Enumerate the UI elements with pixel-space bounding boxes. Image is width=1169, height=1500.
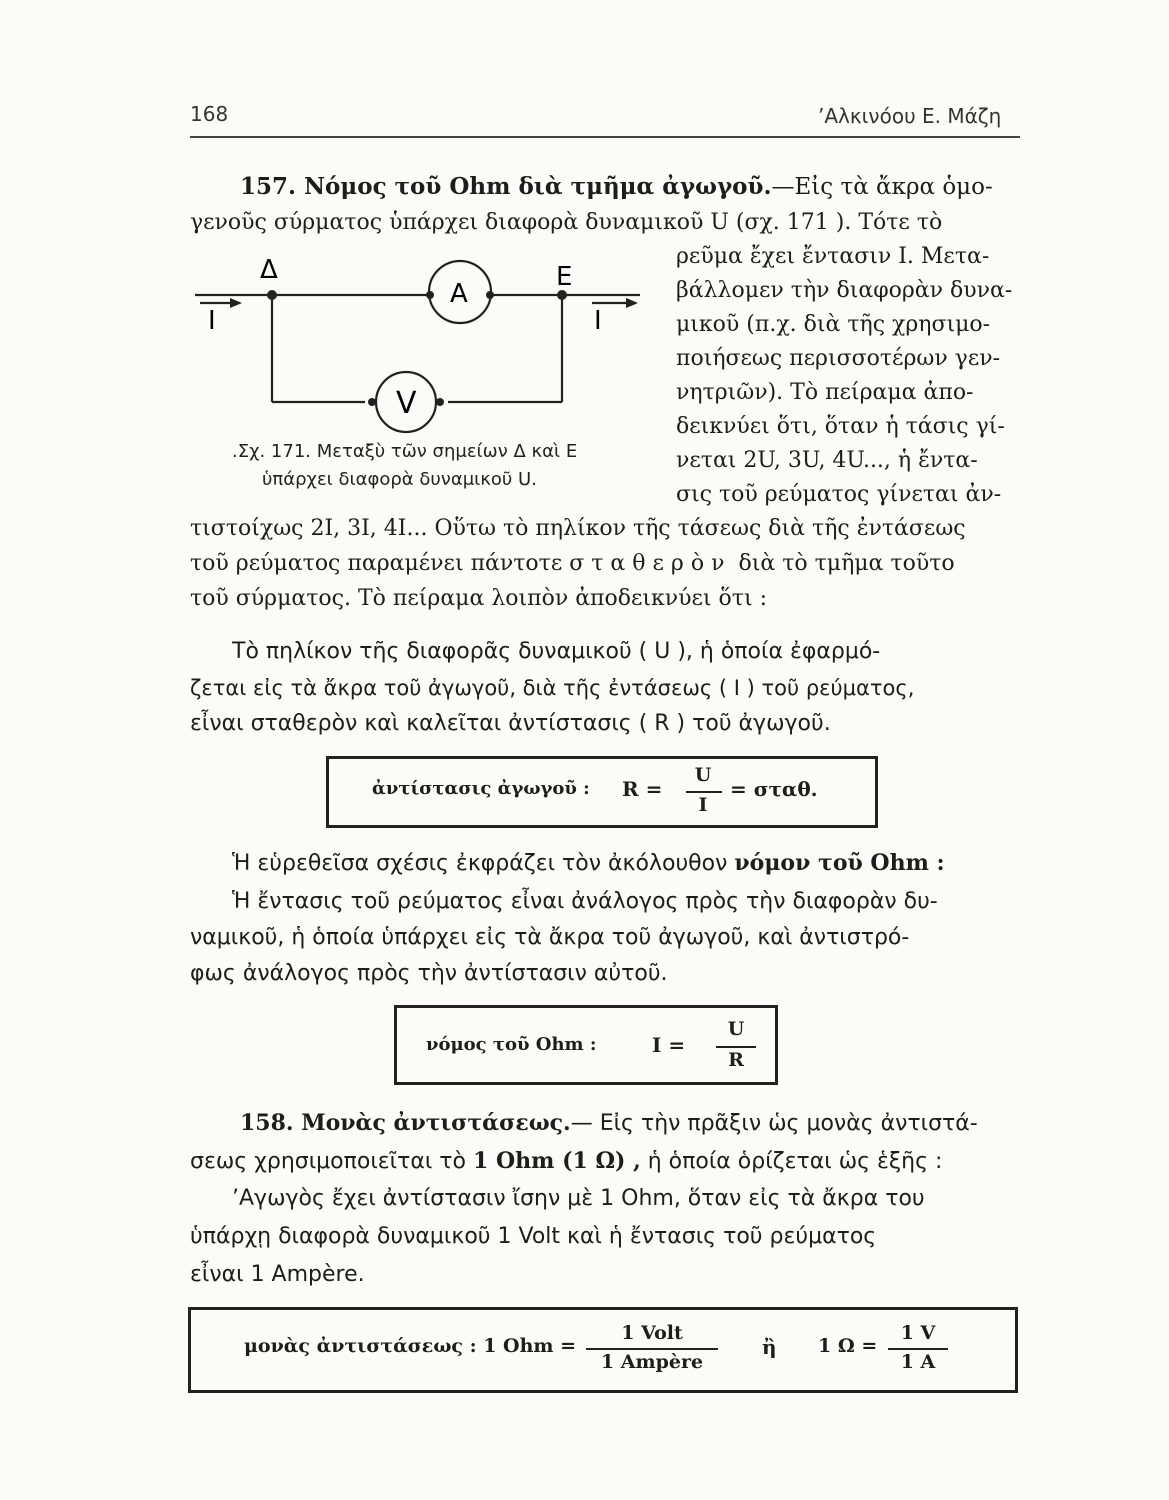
definition-line-2: εἶναι σταθερὸν καὶ καλεῖται ἀντίστασις ( R ) τοῦ ἀγωγοῦ. xyxy=(190,711,831,736)
formula-1-denominator: I xyxy=(698,794,708,816)
section-157-first-line: 157. Νόμος τοῦ Ohm διὰ τμῆμα ἀγωγοῦ.—Εἰς τὰ ἄκρα ὁμο- xyxy=(240,173,993,200)
formula-3-fraction-bar-1 xyxy=(586,1348,718,1350)
spaced-word: σταθερὸν xyxy=(569,551,732,576)
label-current-right: I xyxy=(594,306,602,336)
formula-1-rhs: = σταθ. xyxy=(730,777,818,801)
running-header-author: ’Αλκινόου Ε. Μάζη xyxy=(818,104,1002,128)
ohm-law-term: νόμον τοῦ Ohm : xyxy=(734,850,945,876)
section-157-line-2: γενοῦς σύρματος ὑπάρχει διαφορὰ δυναμικοῦ U (σχ. 171 ). Τότε τὸ xyxy=(190,210,943,235)
ohm-law-line-1: ναμικοῦ, ἡ ὁποία ὑπάρχει εἰς τὰ ἄκρα τοῦ ἀγωγοῦ, καὶ ἀντιστρό- xyxy=(190,925,910,950)
node-delta-dot xyxy=(267,290,277,300)
side-line-6: νεται 2U, 3U, 4U..., ἡ ἔντα- xyxy=(676,448,978,473)
side-line-4: νητριῶν). Τὸ πείραμα ἀπο- xyxy=(676,380,974,405)
label-epsilon: Ε xyxy=(556,262,573,292)
formula-2-fraction-bar xyxy=(716,1046,756,1048)
section-157-full-line-2: τοῦ ρεύματος παραμένει πάντοτε σταθερὸν διὰ τὸ τμῆμα τοῦτο xyxy=(190,551,955,576)
formula-3-denominator-1: 1 Ampère xyxy=(600,1351,704,1373)
formula-1-label: ἀντίστασις ἀγωγοῦ : xyxy=(372,778,590,799)
label-current-left: I xyxy=(208,306,216,336)
section-158-title: 158. Μονὰς ἀντιστάσεως. xyxy=(240,1110,571,1136)
formula-1-numerator: U xyxy=(694,764,712,786)
formula-2-label: νόμος τοῦ Ohm : xyxy=(426,1034,597,1055)
figure-caption-line-1: .Σχ. 171. Μεταξὺ τῶν σημείων Δ καὶ Ε xyxy=(232,441,578,462)
side-line-7: σις τοῦ ρεύματος γίνεται ἀν- xyxy=(676,482,1002,507)
unit-ohm-bold: 1 Ohm (1 Ω) , xyxy=(473,1148,641,1174)
section-158-line-5: εἶναι 1 Ampère. xyxy=(190,1262,365,1287)
formula-2-denominator: R xyxy=(728,1049,744,1071)
formula-3-numerator-2: 1 V xyxy=(900,1322,936,1344)
side-line-2: μικοῦ (π.χ. διὰ τῆς χρησιμο- xyxy=(676,312,991,337)
definition-line-1: ζεται εἰς τὰ ἄκρα τοῦ ἀγωγοῦ, διὰ τῆς ἐντάσεως ( I ) τοῦ ρεύματος, xyxy=(190,676,915,700)
formula-3-conjunction: ἢ xyxy=(762,1335,777,1359)
ohm-law-line-0: Ἡ ἔντασις τοῦ ρεύματος εἶναι ἀνάλογος πρὸς τὴν διαφορὰν δυ- xyxy=(232,889,938,914)
side-line-5: δεικνύει ὅτι, ὅταν ἡ τάσις γί- xyxy=(676,414,1005,439)
section-157-full-line-1: τιστοίχως 2I, 3I, 4I... Οὕτω τὸ πηλίκον τῆς τάσεως διὰ τῆς ἐντάσεως xyxy=(190,516,966,541)
ohm-law-intro: Ἡ εὑρεθεῖσα σχέσις ἐκφράζει τὸν ἀκόλουθον νόμον τοῦ Ohm : xyxy=(232,850,945,876)
figure-caption-line-2: ὑπάρχει διαφορὰ δυναμικοῦ U. xyxy=(262,469,537,490)
formula-2-numerator: U xyxy=(727,1018,745,1040)
formula-2-lhs: I = xyxy=(652,1033,686,1057)
section-158-line-4: ὑπάρχῃ διαφορὰ δυναμικοῦ 1 Volt καὶ ἡ ἔντασις τοῦ ρεύματος xyxy=(190,1224,877,1249)
formula-3-lhs-2: 1 Ω = xyxy=(818,1335,878,1357)
formula-3-fraction-bar-2 xyxy=(888,1348,948,1350)
section-157-full-line-3: τοῦ σύρματος. Τὸ πείραμα λοιπὸν ἀποδεικνύει ὅτι : xyxy=(190,586,767,611)
section-158-line-3: ’Αγωγὸς ἔχει ἀντίστασιν ἴσην μὲ 1 Ohm, ὅταν εἰς τὰ ἄκρα του xyxy=(232,1186,925,1211)
voltmeter-icon: V xyxy=(396,386,417,421)
formula-1-lhs: R = xyxy=(622,777,663,801)
formula-3-numerator-1: 1 Volt xyxy=(621,1322,683,1344)
side-line-0: ρεῦμα ἔχει ἔντασιν I. Μετα- xyxy=(676,244,990,269)
section-158-first-line: 158. Μονὰς ἀντιστάσεως.— Εἰς τὴν πρᾶξιν ὡς μονὰς ἀντιστά- xyxy=(240,1110,978,1136)
definition-line-0: Τὸ πηλίκον τῆς διαφορᾶς δυναμικοῦ ( U ), ἡ ὁποία ἐφαρμό- xyxy=(232,639,881,664)
section-157-title: 157. Νόμος τοῦ Ohm διὰ τμῆμα ἀγωγοῦ. xyxy=(240,173,772,200)
page-number: 168 xyxy=(190,102,229,126)
header-rule xyxy=(190,136,1020,138)
formula-3-label: μονὰς ἀντιστάσεως : 1 Ohm = xyxy=(244,1335,577,1357)
ohm-law-line-2: φως ἀνάλογος πρὸς τὴν ἀντίστασιν αὐτοῦ. xyxy=(190,961,668,986)
formula-3-denominator-2: 1 A xyxy=(900,1351,936,1373)
side-line-3: ποιήσεως περισσοτέρων γεν- xyxy=(676,346,1001,371)
section-158-line-2: σεως χρησιμοποιεῖται τὸ 1 Ohm (1 Ω) , ἡ ὁποία ὁρίζεται ὡς ἑξῆς : xyxy=(190,1148,943,1174)
ammeter-icon: A xyxy=(450,279,468,309)
circuit-diagram xyxy=(190,245,650,460)
side-line-1: βάλλομεν τὴν διαφορὰν δυνα- xyxy=(676,278,1013,303)
label-delta: Δ xyxy=(260,255,278,285)
formula-1-fraction-bar xyxy=(686,791,722,793)
